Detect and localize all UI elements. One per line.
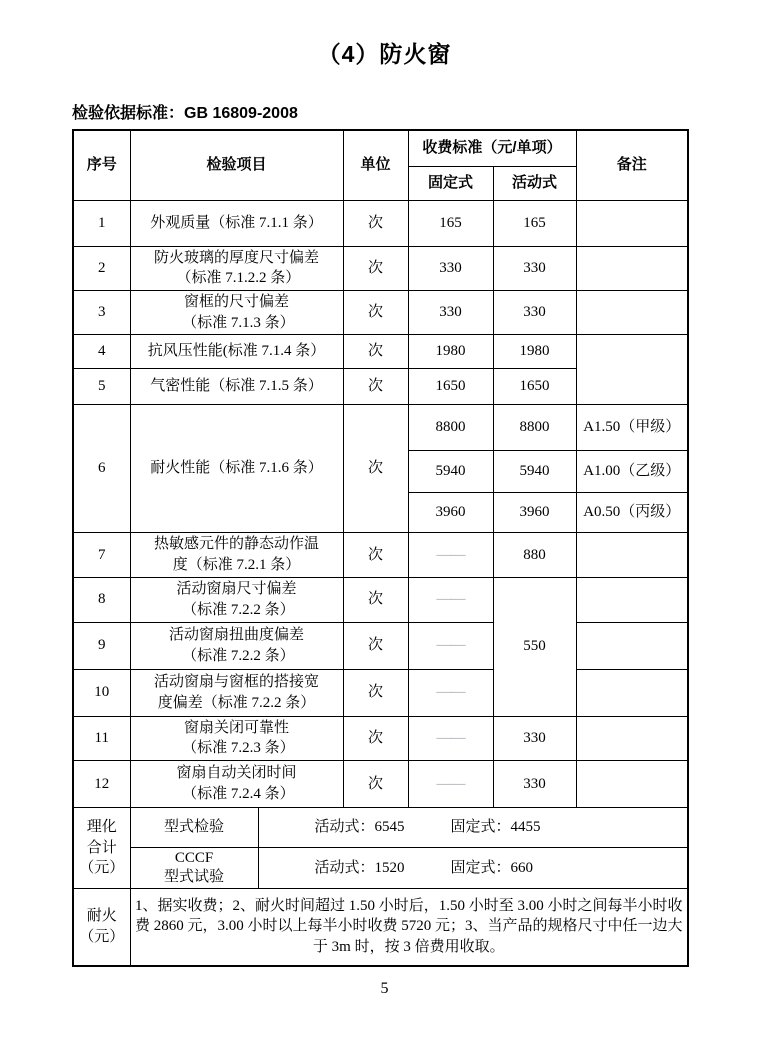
page-title: （4）防火窗 [317,41,452,67]
unit-cell: 次 [343,369,408,405]
unit-cell: 次 [343,200,408,246]
fixed-fee-cell: 5940 [408,451,493,493]
fire-note: 1、据实收费；2、耐火时间超过 1.50 小时后，1.50 小时至 3.00 小时之间每半小时收费 2860 元，3.00 小时以上每半小时收费 5720 元；3、当产品的规格尺寸中任一边大于 3m 时，按 3 倍费用收取。 [130,889,688,966]
movable-fee-cell: 1650 [493,369,576,405]
unit-cell: 次 [343,669,408,716]
fixed-fee-cell: —— [408,577,493,622]
movable-fee-cell: 330 [493,716,576,760]
unit-cell: 次 [343,290,408,334]
fixed-fee-cell: 1980 [408,335,493,369]
fixed-fee-cell: —— [408,533,493,577]
remark-cell: A1.00（乙级） [576,451,688,493]
movable-fee-cell: 8800 [493,405,576,451]
movable-fee-cell: 3960 [493,493,576,533]
summary-label: 理化 合计 （元） [73,808,130,889]
summary-body [130,808,688,889]
fixed-fee-cell: 165 [408,200,493,246]
table-row [73,335,688,369]
movable-fee-cell: 550 [493,577,576,716]
unit-cell: 次 [343,577,408,622]
unit-cell: 次 [343,716,408,760]
remark-cell: A0.50（丙级） [576,493,688,533]
fixed-fee-cell: 330 [408,290,493,334]
table-row [73,290,688,334]
movable-fee-cell: 330 [493,290,576,334]
seq-cell: 9 [73,622,130,669]
remark-cell [576,669,688,716]
item-cell: 活动窗扇尺寸偏差 （标准 7.2.2 条） [130,577,343,622]
fixed-fee-cell: —— [408,716,493,760]
header-remark: 备注 [576,130,688,200]
table-row [73,669,688,716]
unit-cell: 次 [343,246,408,290]
page-number: 5 [380,979,389,997]
summary-movable-fee: 活动式：6545 [314,819,405,836]
unit-cell: 次 [343,405,408,533]
remark-cell: A1.50（甲级） [576,405,688,451]
fixed-fee-cell: —— [408,761,493,808]
seq-cell: 8 [73,577,130,622]
header-item: 检验项目 [130,130,343,200]
item-cell: 活动窗扇与窗框的搭接宽 度偏差（标准 7.2.2 条） [130,669,343,716]
item-cell: 防火玻璃的厚度尺寸偏差 （标准 7.1.2.2 条） [130,246,343,290]
summary-movable-fee: 活动式：1520 [314,859,405,876]
seq-cell: 11 [73,716,130,760]
seq-cell: 1 [73,200,130,246]
remark-cell [576,335,688,405]
header-seq: 序号 [73,130,130,200]
table-row [73,246,688,290]
header-row-1 [73,130,688,166]
movable-fee-cell: 330 [493,246,576,290]
item-cell: 外观质量（标准 7.1.1 条） [130,200,343,246]
header-unit: 单位 [343,130,408,200]
unit-cell: 次 [343,761,408,808]
item-cell: 窗扇自动关闭时间 （标准 7.2.4 条） [130,761,343,808]
seq-cell: 3 [73,290,130,334]
movable-fee-cell: 1980 [493,335,576,369]
movable-fee-cell: 880 [493,533,576,577]
item-cell: 抗风压性能(标准 7.1.4 条） [130,335,343,369]
unit-cell: 次 [343,335,408,369]
item-cell: 热敏感元件的静态动作温 度（标准 7.2.1 条） [130,533,343,577]
table-row [73,533,688,577]
summary-cccf-name: CCCF 型式试验 [131,848,259,888]
seq-cell: 2 [73,246,130,290]
header-fee-group: 收费标准（元/单项） [408,130,576,166]
movable-fee-cell: 5940 [493,451,576,493]
summary-fixed-fee: 固定式：660 [450,859,534,876]
seq-cell: 4 [73,335,130,369]
unit-cell: 次 [343,533,408,577]
remark-cell [576,200,688,246]
summary-grid [131,808,688,888]
remark-cell [576,716,688,760]
item-cell: 耐火性能（标准 7.1.6 条） [130,405,343,533]
fire-label: 耐火 （元） [73,889,130,966]
movable-fee-cell: 165 [493,200,576,246]
fixed-fee-cell: —— [408,622,493,669]
item-cell: 活动窗扇扭曲度偏差 （标准 7.2.2 条） [130,622,343,669]
table-row [73,761,688,808]
item-cell: 窗框的尺寸偏差 （标准 7.1.3 条） [130,290,343,334]
remark-cell [576,290,688,334]
table-row [73,577,688,622]
fixed-fee-cell: 330 [408,246,493,290]
table-row [73,200,688,246]
summary-type-inspection-fees [259,808,688,848]
seq-cell: 5 [73,369,130,405]
remark-cell [576,533,688,577]
remark-cell [576,577,688,622]
table-row [73,716,688,760]
table-row [73,405,688,451]
remark-cell [576,622,688,669]
fixed-fee-cell: 3960 [408,493,493,533]
item-cell: 气密性能（标准 7.1.5 条） [130,369,343,405]
seq-cell: 12 [73,761,130,808]
unit-cell: 次 [343,622,408,669]
summary-fixed-fee: 固定式：4455 [450,819,541,836]
summary-type-inspection-name: 型式检验 [131,808,259,848]
header-movable: 活动式 [493,166,576,200]
fee-table [72,129,689,967]
remark-cell [576,246,688,290]
seq-cell: 10 [73,669,130,716]
header-fixed: 固定式 [408,166,493,200]
fixed-fee-cell: 8800 [408,405,493,451]
seq-cell: 6 [73,405,130,533]
movable-fee-cell: 330 [493,761,576,808]
item-cell: 窗扇关闭可靠性 （标准 7.2.3 条） [130,716,343,760]
summary-section [73,808,688,889]
summary-cccf-fees [259,848,688,888]
fire-section [73,889,688,966]
seq-cell: 7 [73,533,130,577]
standard-reference: 检验依据标准：GB 16809-2008 [72,105,298,122]
fixed-fee-cell: —— [408,669,493,716]
table-row [73,622,688,669]
fixed-fee-cell: 1650 [408,369,493,405]
remark-cell [576,761,688,808]
